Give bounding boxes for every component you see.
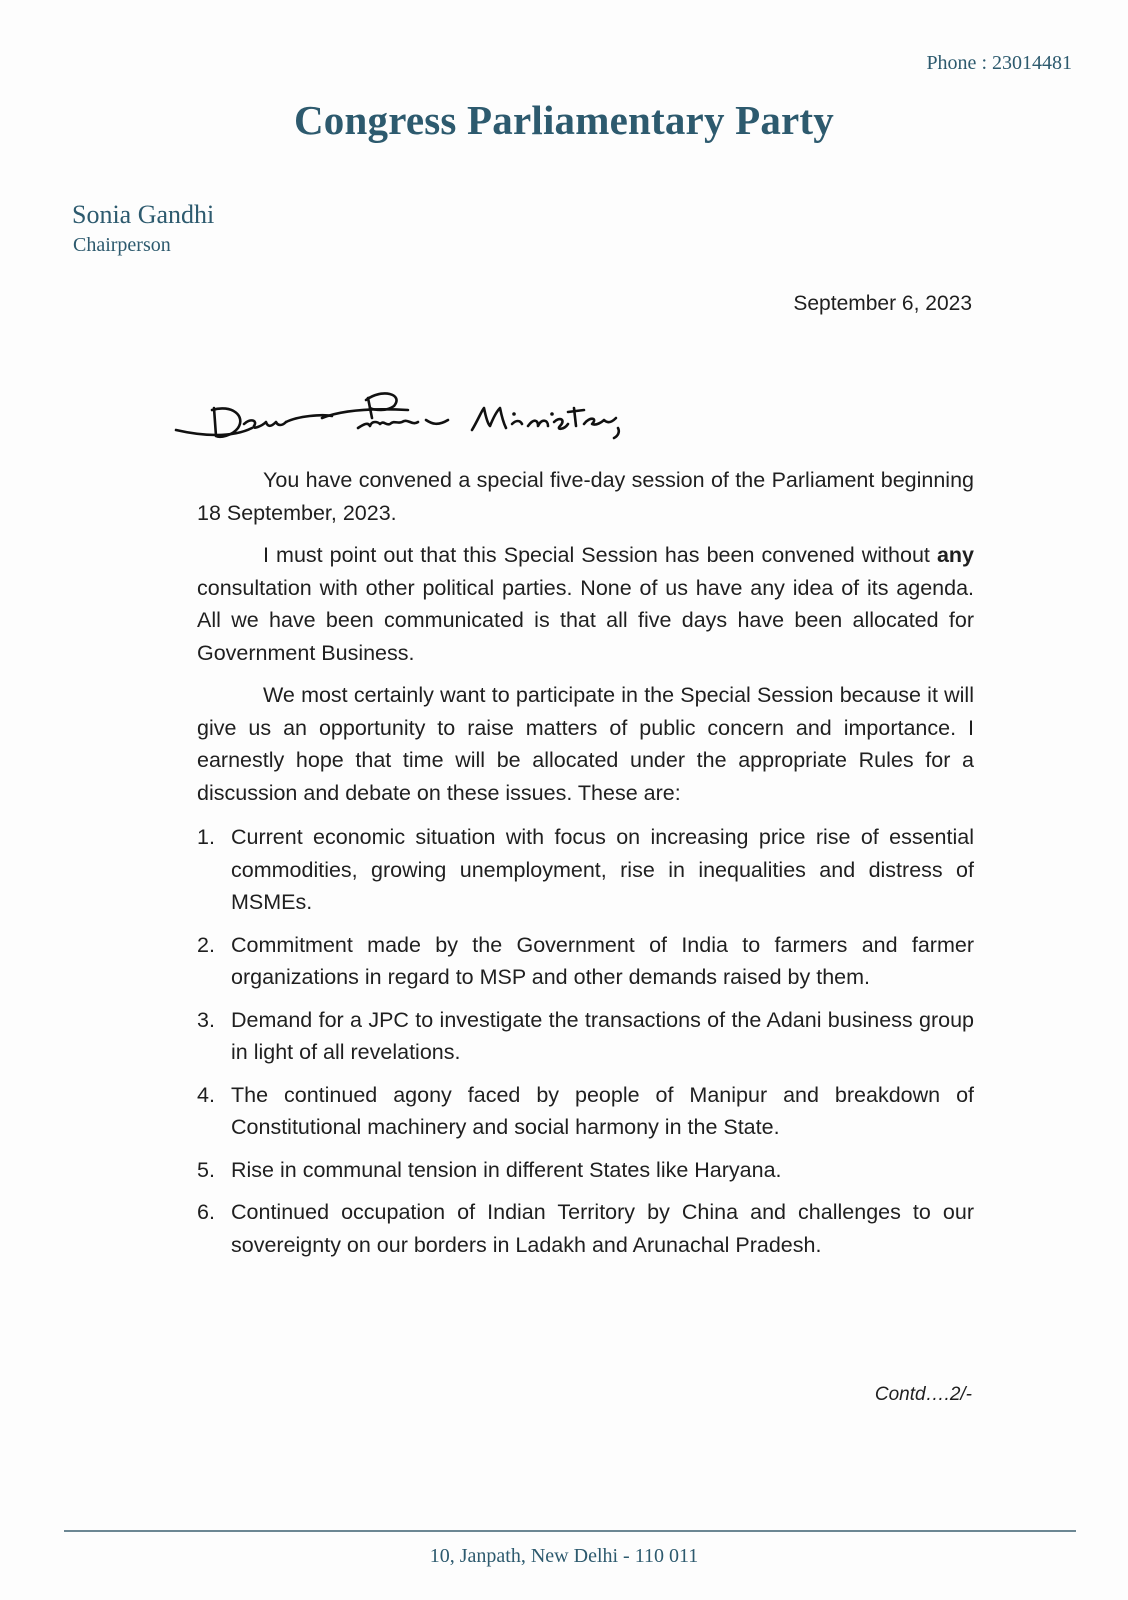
handwritten-salutation <box>172 380 642 460</box>
list-number: 3. <box>197 1007 215 1032</box>
list-number: 5. <box>197 1157 215 1182</box>
footer-divider <box>64 1530 1076 1532</box>
handwriting-image <box>172 380 642 460</box>
paragraph-2 <box>197 539 974 669</box>
letter-body <box>197 464 974 1271</box>
list-item <box>197 821 974 919</box>
list-text: Demand for a JPC to investigate the transactions of the Adani business group in light of all revelations. <box>231 1007 974 1064</box>
phone-number: Phone : 23014481 <box>926 52 1072 74</box>
list-item <box>197 1154 974 1187</box>
paragraph-1: You have convened a special five-day session of the Parliament beginning 18 September, 2023. <box>197 468 974 525</box>
list-number: 2. <box>197 932 215 957</box>
footer-address: 10, Janpath, New Delhi - 110 011 <box>429 1545 699 1567</box>
paragraph-2-part-2: consultation with other political parties. None of us have any idea of its agenda. All we have been communicated is that all five days have been allocated for Government Business. <box>197 575 974 665</box>
list-number: 6. <box>197 1200 215 1224</box>
issues-list <box>197 821 974 1261</box>
list-text: The continued agony faced by people of Manipur and breakdown of Constitutional machinery and social harmony in the State. <box>231 1082 974 1139</box>
paragraph-3: We most certainly want to participate in the Special Session because it will give us an opportunity to raise matters of public concern and importance. I earnestly hope that time will be allocated under the appropriate Rules for a discussion and debate on these issues. These are: <box>197 683 974 805</box>
letter-date: September 6, 2023 <box>793 292 972 315</box>
sender-name: Sonia Gandhi <box>72 200 215 229</box>
list-number: 4. <box>197 1082 215 1107</box>
list-item <box>197 1079 974 1144</box>
list-number: 1. <box>197 825 215 849</box>
list-item <box>197 929 974 994</box>
list-text: Current economic situation with focus on increasing price rise of essential commodities, growing unemployment, rise in inequalities and distress of MSMEs. <box>231 825 974 914</box>
list-text: Continued occupation of Indian Territory by China and challenges to our sovereignty on our borders in Ladakh and Arunachal Pradesh. <box>231 1200 974 1257</box>
paragraph-2-emphasis: any <box>936 543 974 567</box>
continued-note: Contd….2/- <box>874 1384 972 1405</box>
list-text: Rise in communal tension in different States like Haryana. <box>231 1157 782 1182</box>
paragraph-2-part-1: I must point out that this Special Session has been convened without <box>263 543 937 567</box>
list-text: Commitment made by the Government of India to farmers and farmer organizations in regard to MSP and other demands raised by them. <box>231 932 974 989</box>
list-item <box>197 1196 974 1261</box>
organization-title: Congress Parliamentary Party <box>293 97 834 143</box>
list-item <box>197 1004 974 1069</box>
sender-title: Chairperson <box>73 234 171 256</box>
